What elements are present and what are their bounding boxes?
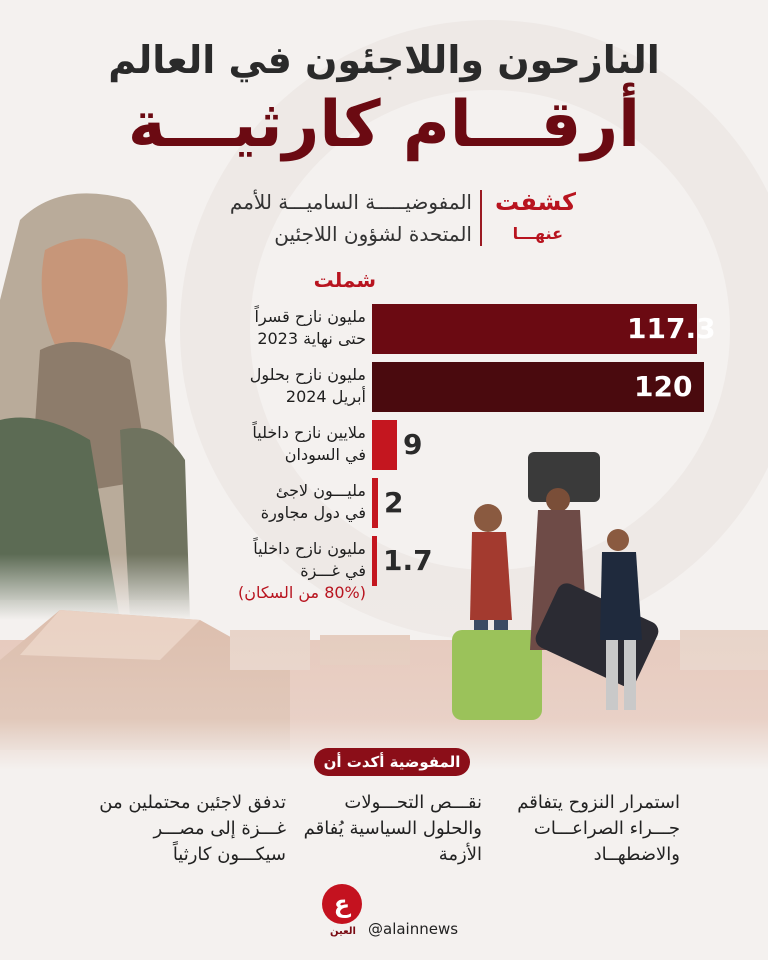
bar-label-3 bbox=[166, 422, 366, 466]
bar-4 bbox=[372, 478, 378, 528]
bar-label-line: مليون نازح قسراً bbox=[254, 307, 366, 326]
bar-label-line: في غـــزة bbox=[300, 561, 366, 580]
bar-label-5 bbox=[166, 538, 366, 604]
source-label: كشفت bbox=[494, 188, 576, 216]
bar-value-1: 117.3 bbox=[627, 312, 716, 345]
bar-value-3: 9 bbox=[403, 428, 423, 461]
bar-label-line: في دول مجاورة bbox=[260, 503, 366, 522]
bar-note: (80% من السكان) bbox=[237, 583, 366, 602]
bar-label-4 bbox=[166, 480, 366, 524]
walking-refugees-photo bbox=[430, 440, 730, 740]
title-line2: أرقـــام كارثيـــة bbox=[127, 88, 641, 162]
bar-value-5: 1.7 bbox=[383, 544, 433, 577]
alain-logo-icon: ع bbox=[322, 884, 362, 924]
bar-label-line: أبريل 2024 bbox=[285, 387, 366, 406]
bar-label-line: مليـــون لاجئ bbox=[275, 481, 366, 500]
bar-value-2: 120 bbox=[634, 370, 693, 403]
finding-point-2: نقـــص التحـــولات والحلول السياسية يُفاقم الأزمة bbox=[303, 792, 482, 865]
bar-label-line: مليون نازح داخلياً bbox=[253, 539, 366, 558]
source-divider bbox=[480, 190, 482, 246]
source-org-line1: المفوضيـــــة الساميـــة للأمم bbox=[229, 190, 472, 214]
bar-label-line: مليون نازح بحلول bbox=[249, 365, 366, 384]
chart-title: شملت bbox=[313, 268, 376, 292]
finding-point-1: استمرار النزوح يتفاقم جـــراء الصراعـــات والاضطهــاد bbox=[517, 792, 680, 865]
bar-label-line: في السودان bbox=[284, 445, 366, 464]
logo-text: العين bbox=[330, 926, 356, 937]
bar-5 bbox=[372, 536, 377, 586]
bar-label-2 bbox=[166, 364, 366, 408]
source-label-sub: عنهـــا bbox=[512, 224, 563, 243]
finding-point-3: تدفق لاجئين محتملين من غـــزة إلى مصـــر سيكـــون كارثياً bbox=[99, 792, 286, 865]
bar-label-line: ملايين نازح داخلياً bbox=[252, 423, 366, 442]
bar-value-4: 2 bbox=[384, 486, 404, 519]
social-handle: @alainnews bbox=[368, 920, 459, 938]
bar-label-1 bbox=[166, 306, 366, 350]
bar-label-line: حتى نهاية 2023 bbox=[257, 329, 366, 348]
findings-header: المفوضية أكدت أن bbox=[314, 748, 470, 776]
source-org-line2: المتحدة لشؤون اللاجئين bbox=[274, 222, 472, 246]
bar-3 bbox=[372, 420, 397, 470]
title-line1: النازحون واللاجئون في العالم bbox=[108, 38, 660, 82]
